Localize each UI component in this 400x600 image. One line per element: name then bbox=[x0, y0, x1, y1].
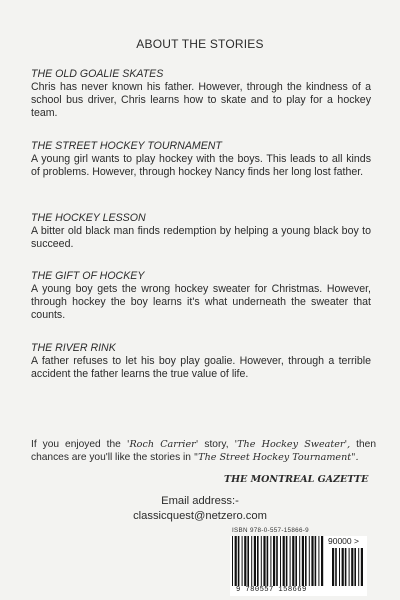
story-title: THE RIVER RINK bbox=[31, 342, 116, 354]
promo-text: story, bbox=[198, 439, 235, 450]
story-description: A young girl wants to play hockey with the boys. This leads to all kinds of problems. However, through hockey Nancy finds her long lost father. bbox=[31, 153, 371, 178]
promo-text: then chances are you'll like the stories in bbox=[31, 439, 376, 463]
story-entry bbox=[31, 270, 371, 322]
quote-source: THE MONTREAL GAZETTE bbox=[224, 474, 369, 485]
email-block bbox=[0, 494, 400, 524]
price-barcode-bars bbox=[330, 548, 366, 586]
price-code: 90000 > bbox=[328, 536, 359, 546]
story-title: THE OLD GOALIE SKATES bbox=[31, 68, 164, 80]
promo-title-street-hockey: "The Street Hockey Tournament". bbox=[193, 452, 359, 463]
story-description: Chris has never known his father. However, through the kindness of a school bus driver, Chris learns how to skate and to play for a hockey team. bbox=[31, 81, 371, 119]
story-description: A young boy gets the wrong hockey sweater for Christmas. However, through hockey the boy learns it's what underneath the sweater that counts. bbox=[31, 283, 371, 321]
barcode-digits: 9 780557 158669 bbox=[236, 586, 307, 594]
promo-title-hockey-sweater: 'The Hockey Sweater', bbox=[234, 439, 351, 450]
email-label: Email address:- bbox=[161, 495, 239, 507]
story-title: THE HOCKEY LESSON bbox=[31, 212, 146, 224]
isbn-number: ISBN 978-0-557-15866-9 bbox=[232, 527, 309, 534]
story-entry bbox=[31, 140, 371, 179]
story-entry bbox=[31, 342, 371, 381]
promo-blurb bbox=[31, 438, 376, 464]
story-description: A bitter old black man finds redemption by helping a young black boy to succeed. bbox=[31, 225, 371, 250]
barcode-bars bbox=[230, 536, 326, 586]
section-heading: ABOUT THE STORIES bbox=[136, 37, 264, 51]
story-entry bbox=[31, 212, 371, 251]
story-title: THE STREET HOCKEY TOURNAMENT bbox=[31, 140, 222, 152]
email-address[interactable]: classicquest@netzero.com bbox=[133, 510, 267, 522]
promo-title-roch-carrier: 'Roch Carrier' bbox=[126, 439, 199, 450]
story-description: A father refuses to let his boy play goalie. However, through a terrible accident the father learns the true value of life. bbox=[31, 355, 371, 380]
story-title: THE GIFT OF HOCKEY bbox=[31, 270, 145, 282]
story-entry bbox=[31, 68, 371, 120]
promo-text: If you enjoyed the bbox=[31, 439, 127, 450]
